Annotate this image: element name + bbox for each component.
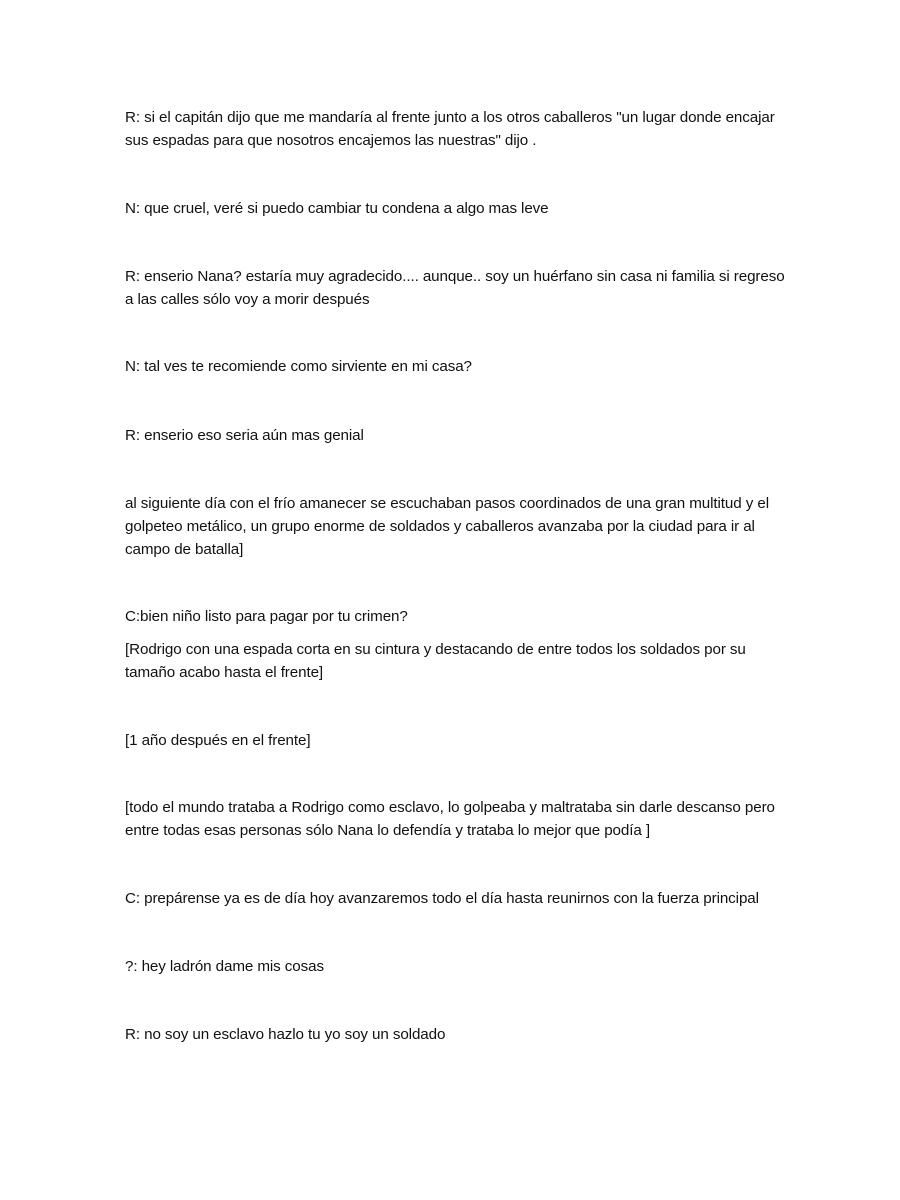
paragraph: R: si el capitán dijo que me mandaría al frente junto a los otros caballeros "un lugar donde encajar sus espadas para que nosotros encajemos las nuestras" dijo . — [125, 109, 775, 149]
paragraph: R: no soy un esclavo hazlo tu yo soy un soldado — [125, 1026, 446, 1043]
paragraph: [Rodrigo con una espada corta en su cintura y destacando de entre todos los soldados por su tamaño acabo hasta el frente] — [125, 641, 746, 681]
paragraph: [todo el mundo trataba a Rodrigo como esclavo, lo golpeaba y maltrataba sin darle descanso pero entre todas esas personas sólo Nana lo defendía y trataba lo mejor que podía ] — [125, 799, 775, 839]
paragraph: R: enserio Nana? estaría muy agradecido.... aunque.. soy un huérfano sin casa ni familia si regreso a las calles sólo voy a morir después — [125, 268, 785, 308]
paragraph: al siguiente día con el frío amanecer se escuchaban pasos coordinados de una gran multitud y el golpeteo metálico, un grupo enorme de soldados y caballeros avanzaba por la ciudad para ir al campo de batalla] — [125, 495, 769, 558]
paragraph: R: enserio eso seria aún mas genial — [125, 427, 364, 444]
paragraph: C:bien niño listo para pagar por tu crimen? — [125, 608, 408, 625]
paragraph: [1 año después en el frente] — [125, 732, 311, 749]
paragraph: N: tal ves te recomiende como sirviente en mi casa? — [125, 358, 472, 375]
paragraph: ?: hey ladrón dame mis cosas — [125, 958, 324, 975]
paragraph: C: prepárense ya es de día hoy avanzaremos todo el día hasta reunirnos con la fuerza principal — [125, 890, 759, 907]
paragraph: N: que cruel, veré si puedo cambiar tu condena a algo mas leve — [125, 200, 549, 217]
